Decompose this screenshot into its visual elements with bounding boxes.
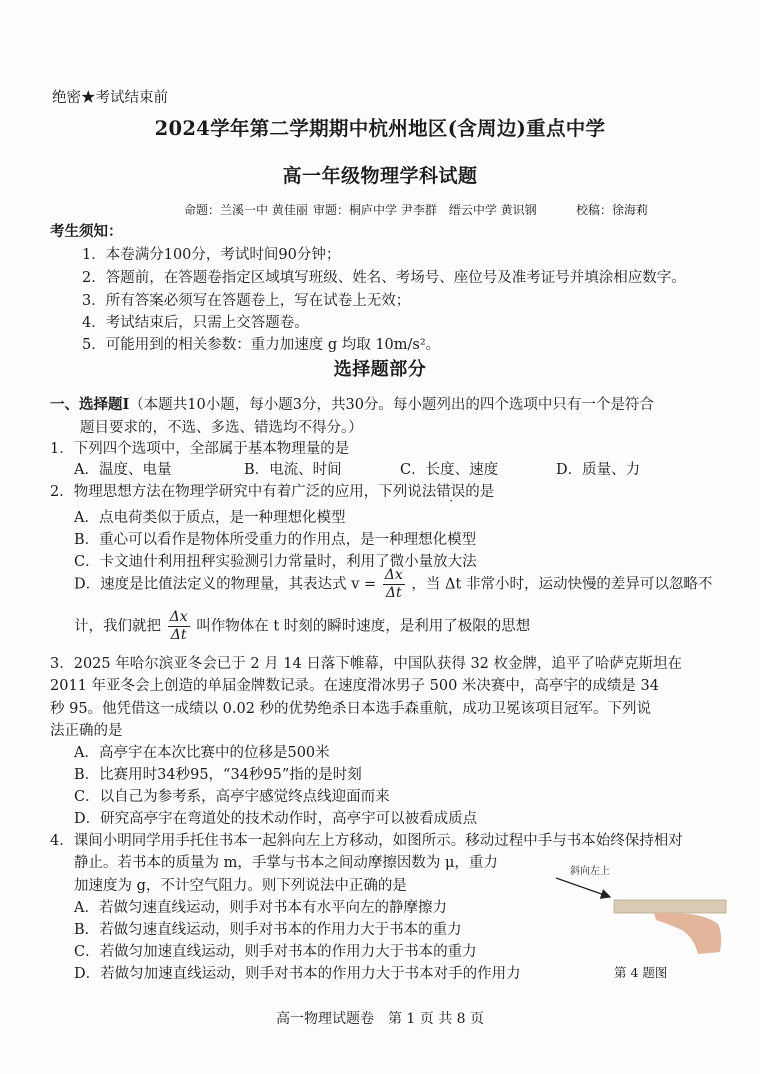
q3-option-d: D．研究高亭宇在弯道处的技术动作时，高亭宇可以被看成质点 <box>74 811 478 827</box>
q4-option-a: A．若做匀速直线运动，则手对书本有水平向左的静摩擦力 <box>74 900 447 916</box>
arrow-label: 斜向左上 <box>570 866 610 877</box>
notice-item: 5．可能用到的相关参数：重力加速度 g 均取 10m/s²。 <box>82 337 441 353</box>
credit-author: 命题：兰溪一中 黄佳丽 <box>184 203 308 217</box>
figure-caption: 第 4 题图 <box>614 965 668 980</box>
q3-option-a: A．高亭宇在本次比赛中的位移是500米 <box>74 745 330 761</box>
notice-item: 4．考试结束后，只需上交答题卷。 <box>82 315 309 331</box>
q2-option-b: B．重心可以看作是物体所受重力的作用点，是一种理想化模型 <box>74 532 477 548</box>
q1-option-d: D．质量、力 <box>556 462 641 478</box>
book-icon <box>614 900 726 913</box>
direction-arrow <box>556 878 610 897</box>
q4-option-c: C．若做匀加速直线运动，则手对书本的作用力大于书本的重力 <box>74 944 477 960</box>
q4-option-d: D．若做匀加速直线运动，则手对书本的作用力大于书本对手的作用力 <box>74 966 521 982</box>
confidential-mark: 绝密★考试结束前 <box>52 90 168 106</box>
q4-stem-line: 4．课间小明同学用手托住书本一起斜向左上方移动，如图所示。移动过程中手与书本始终保持相对 <box>50 833 683 849</box>
q2-emphasis: 错误 <box>436 484 466 500</box>
instant-velocity-fraction <box>168 609 190 644</box>
q2-option-d-line2 <box>74 609 530 644</box>
notice-item: 3．所有答案必须写在答题卷上，写在试卷上无效； <box>82 293 411 309</box>
section-title: 选择题部分 <box>333 359 427 380</box>
q3-option-c: C．以自己为参考系，高亭宇感觉终点线迎面而来 <box>74 789 390 805</box>
q3-stem-line: 秒 95。他凭借这一成绩以 0.02 秒的优势绝杀日本选手森重航，成功卫冕该项目冠军。下列说 <box>50 701 652 717</box>
page-footer: 高一物理试题卷 第 1 页 共 8 页 <box>275 1011 485 1027</box>
q1-option-b: B．电流、时间 <box>244 462 342 478</box>
q1-option-c: C．长度、速度 <box>400 462 499 478</box>
q3-option-b: B．比赛用时34秒95，“34秒95”指的是时刻 <box>74 767 362 783</box>
velocity-fraction <box>383 567 405 602</box>
q2-option-d2-text: 计，我们就把 <box>74 618 161 635</box>
q2-option-c: C．卡文迪什利用扭秤实验测引力常量时，利用了微小量放大法 <box>74 554 477 570</box>
part1-label: 一、选择题Ⅰ <box>50 396 130 413</box>
part1-desc: （本题共10小题，每小题3分，共30分。每小题列出的四个选项中只有一个是符合 <box>129 397 654 413</box>
q4-option-b: B．若做匀速直线运动，则手对书本的作用力大于书本的重力 <box>74 922 462 938</box>
q2-stem-end: 的是 <box>465 484 495 500</box>
notice-item: 1．本卷满分100分，考试时间90分钟； <box>82 247 341 263</box>
q2-stem-text: 2．物理思想方法在物理学研究中有着广泛的应用，下列说法 <box>50 484 437 500</box>
q1-option-a: A．温度、电量 <box>74 462 172 478</box>
credit-review: 审题：桐庐中学 尹李群 缙云中学 黄识钢 <box>313 203 537 217</box>
q3-stem-line: 2011 年亚冬会上创造的单届金牌数记录。在速度滑冰男子 500 米决赛中，高亭宇的成绩是 34 <box>50 678 659 694</box>
part1-desc-cont: 题目要求的，不选、多选、错选均不得分。） <box>80 420 363 436</box>
q2-option-d2-text-cont: 叫作物体在 t 时刻的瞬时速度，是利用了极限的思想 <box>196 618 531 635</box>
notice-item: 2．答题前，在答题卷指定区域填写班级、姓名、考场号、座位号及准考证号并填涂相应数字。 <box>82 270 686 286</box>
q1-stem: 1．下列四个选项中，全部属于基本物理量的是 <box>50 441 350 457</box>
q2-option-d-text-cont: ，当 Δt 非常小时，运动快慢的差异可以忽略不 <box>411 576 713 593</box>
q2-stem <box>50 480 494 501</box>
q3-stem-line: 法正确的是 <box>50 723 123 739</box>
notice-heading: 考生须知： <box>50 223 123 240</box>
fraction-numerator: Δx <box>384 567 403 583</box>
q3-stem-line: 3．2025 年哈尔滨亚冬会已于 2 月 14 日落下帷幕，中国队获得 32 枚金牌，追平了哈萨克斯坦在 <box>50 656 683 672</box>
q2-option-a: A．点电荷类似于质点，是一种理想化模型 <box>74 510 346 526</box>
exam-title: 2024学年第二学期期中杭州地区(含周边)重点中学 <box>154 117 606 140</box>
credit-proof: 校稿：徐海莉 <box>576 203 649 217</box>
fraction-denominator: Δt <box>170 626 187 643</box>
fraction-numerator: Δx <box>169 609 188 625</box>
fraction-denominator: Δt <box>385 584 402 601</box>
q4-stem-line: 加速度为 g，不计空气阻力。则下列说法中正确的是 <box>74 878 407 894</box>
q2-option-d-text: D．速度是比值法定义的物理量，其表达式 v = <box>74 576 377 593</box>
part1-intro <box>50 393 654 414</box>
q2-option-d <box>74 567 712 602</box>
q4-stem-line: 静止。若书本的质量为 m，手掌与书本之间动摩擦因数为 μ，重力 <box>74 855 498 871</box>
hand-icon <box>654 913 721 954</box>
exam-subtitle: 高一年级物理学科试题 <box>282 165 478 187</box>
hand-book-illustration <box>548 864 728 964</box>
